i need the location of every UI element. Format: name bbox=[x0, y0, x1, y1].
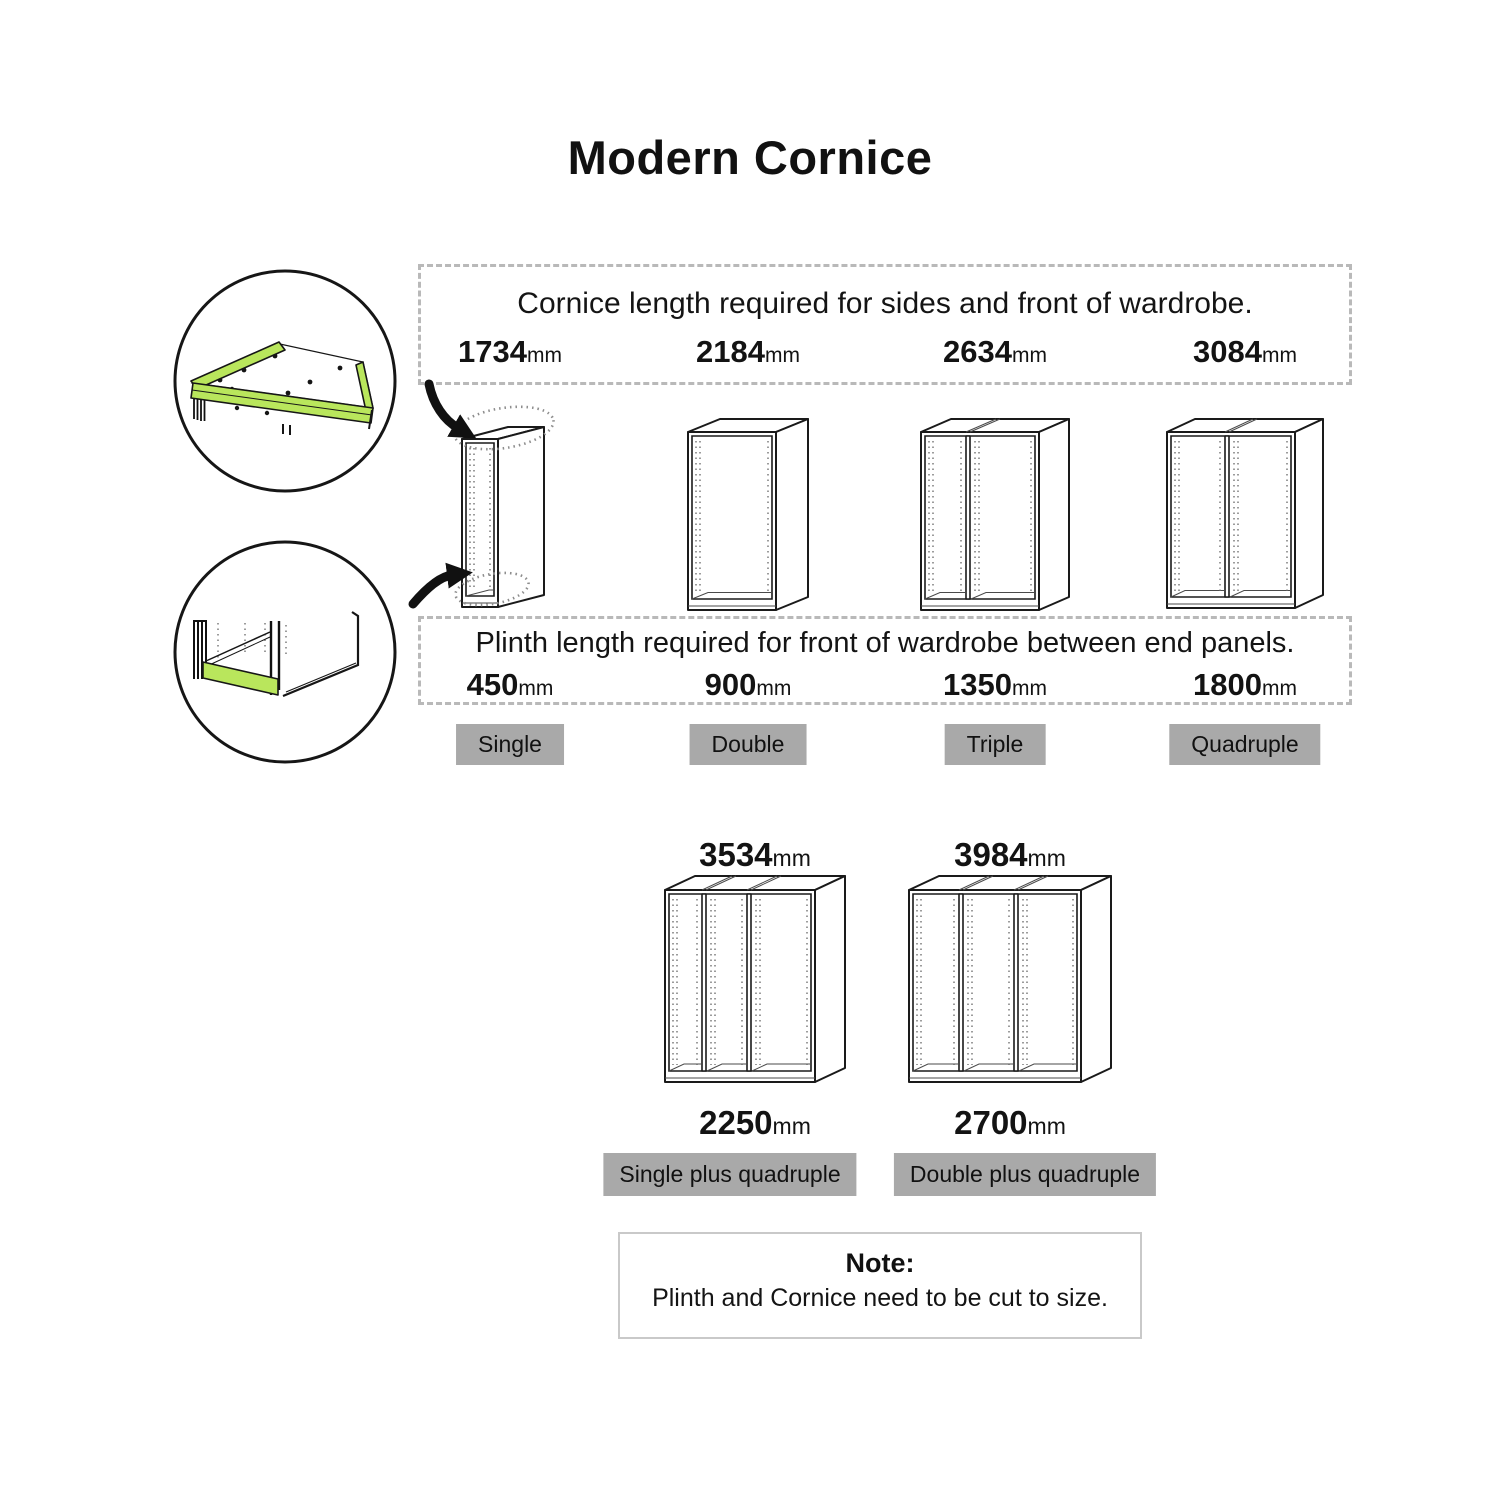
size-label-single: Single bbox=[456, 724, 564, 765]
size-label-double: Double bbox=[690, 724, 807, 765]
combo-plinth-measurement-1: 2250mm bbox=[699, 1104, 811, 1141]
note-box bbox=[618, 1232, 1142, 1339]
plinth-highlight-ellipse bbox=[453, 568, 531, 610]
cornice-arrow bbox=[429, 384, 458, 428]
combo-cornice-measurement-1: 3534mm bbox=[699, 836, 811, 873]
plinth-heading: Plinth length required for front of wardrobe between end panels. bbox=[475, 627, 1295, 659]
cornice-measurement-1: 1734mm bbox=[458, 334, 562, 369]
size-label-triple: Triple bbox=[945, 724, 1046, 765]
wardrobe-frame bbox=[909, 876, 1111, 1082]
page-title: Modern Cornice bbox=[567, 131, 933, 184]
cornice-detail-figure bbox=[170, 266, 400, 496]
plinth-measurement-2: 900mm bbox=[704, 667, 792, 702]
cornice-highlight-ellipse bbox=[451, 400, 556, 455]
plinth-arrow bbox=[413, 575, 452, 604]
cornice-measurement-2: 2184mm bbox=[696, 334, 800, 369]
plinth-detail-figure bbox=[170, 537, 400, 767]
wardrobe-frame bbox=[665, 876, 845, 1082]
size-label-single-plus-quadruple: Single plus quadruple bbox=[603, 1153, 856, 1196]
cornice-measurement-3: 2634mm bbox=[943, 334, 1047, 369]
wardrobe-frame bbox=[688, 419, 808, 610]
size-label-quadruple: Quadruple bbox=[1169, 724, 1320, 765]
plinth-measurement-1: 450mm bbox=[466, 667, 554, 702]
cornice-heading: Cornice length required for sides and front of wardrobe. bbox=[517, 287, 1253, 320]
wardrobe-frame bbox=[462, 427, 544, 607]
note-heading: Note: bbox=[845, 1248, 915, 1278]
plinth-measurement-3: 1350mm bbox=[943, 667, 1047, 702]
wardrobe-frame bbox=[1167, 419, 1323, 608]
note-body: Plinth and Cornice need to be cut to size. bbox=[652, 1284, 1108, 1312]
cornice-measurement-4: 3084mm bbox=[1193, 334, 1297, 369]
wardrobe-frame bbox=[921, 419, 1069, 610]
figure-circle bbox=[175, 542, 395, 762]
combo-plinth-measurement-2: 2700mm bbox=[954, 1104, 1066, 1141]
plinth-measurement-4: 1800mm bbox=[1193, 667, 1297, 702]
combo-cornice-measurement-2: 3984mm bbox=[954, 836, 1066, 873]
size-label-double-plus-quadruple: Double plus quadruple bbox=[894, 1153, 1156, 1196]
